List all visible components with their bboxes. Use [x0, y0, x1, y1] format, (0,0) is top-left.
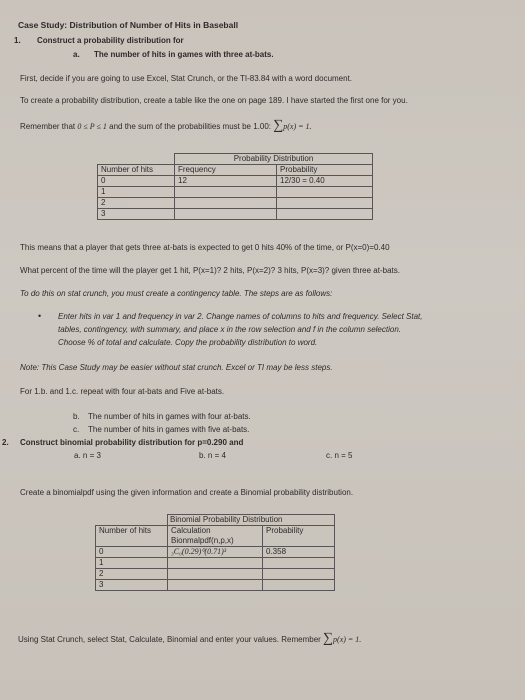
bp-col-calculation-function: Bionmalpdf(n,p,x) — [171, 536, 234, 545]
pd-col-number-of-hits: Number of hits — [98, 165, 175, 176]
bp-table-title: Binomial Probability Distribution — [168, 515, 335, 526]
q2-number: 2. — [2, 438, 9, 447]
pd-col-probability: Probability — [277, 165, 373, 176]
bp-col-calculation-label: Calculation — [171, 526, 211, 535]
table-row — [96, 569, 335, 580]
bp-cell-formula — [168, 580, 263, 591]
table-row — [96, 558, 335, 569]
q2a-item: a. n = 3 — [74, 451, 101, 460]
instruction-choose-tool: First, decide if you are going to use Excel, Stat Crunch, or the TI-83.84 with a word document. — [20, 74, 353, 83]
sigma-symbol: ∑ — [323, 631, 334, 646]
bp-col-number-of-hits: Number of hits — [96, 526, 168, 547]
pd-cell-frequency — [175, 209, 277, 220]
bp-col-probability: Probability — [263, 526, 335, 547]
table-row — [98, 198, 373, 209]
bp-cell-x: 2 — [96, 569, 168, 580]
probability-distribution-table — [97, 153, 373, 220]
table-row — [96, 580, 335, 591]
sigma-symbol: ∑ — [273, 118, 284, 133]
pd-table-title: Probability Distribution — [175, 154, 373, 165]
pd-col-frequency: Frequency — [175, 165, 277, 176]
table-row — [98, 187, 373, 198]
bp-cell-formula: ₃C₀(0.29)⁰(0.71)³ — [168, 547, 263, 558]
bp-cell-x: 1 — [96, 558, 168, 569]
binomial-probability-table — [95, 514, 335, 591]
q1c-text: The number of hits in games with five at-bats. — [88, 425, 250, 434]
q1a-text: The number of hits in games with three at-bats. — [94, 50, 274, 59]
bp-cell-x: 3 — [96, 580, 168, 591]
bp-cell-probability — [263, 580, 335, 591]
note-line: Note: This Case Study may be easier without stat crunch. Excel or TI may be less steps. — [20, 363, 333, 372]
pd-cell-frequency: 12 — [175, 176, 277, 187]
table-row — [98, 176, 373, 187]
q1b-label: b. — [73, 412, 80, 421]
pd-cell-probability — [277, 187, 373, 198]
pd-cell-x: 2 — [98, 198, 175, 209]
q1c-label: c. — [73, 425, 80, 434]
q2-heading: Construct binomial probability distribution for p=0.290 and — [20, 438, 244, 447]
repeat-instruction: For 1.b. and 1.c. repeat with four at-bats and Five at-bats. — [20, 387, 225, 396]
pd-cell-probability: 12/30 = 0.40 — [277, 176, 373, 187]
table-row — [98, 209, 373, 220]
pd-cell-frequency — [175, 198, 277, 209]
page-title: Case Study: Distribution of Number of Hits in Baseball — [18, 20, 239, 30]
bullet-marker: • — [38, 311, 42, 321]
probability-bounds: 0 ≤ P ≤ 1 — [77, 122, 107, 131]
q2b-item: b. n = 4 — [199, 451, 226, 460]
bp-cell-x: 0 — [96, 547, 168, 558]
footer-text: Using Stat Crunch, select Stat, Calculate, Binomial and enter your values. Remember — [18, 635, 321, 644]
bullet-step-line-2: tables, contingency, with summary, and place x in the row selection and f in the column selection. — [58, 325, 401, 334]
instruction-remember — [20, 117, 312, 135]
means-statement: This means that a player that gets three at-bats is expected to get 0 hits 40% of the time, or P(x=0)=0.40 — [20, 243, 390, 252]
q1b-text: The number of hits in games with four at-bats. — [88, 412, 251, 421]
create-binomialpdf-instruction: Create a binomialpdf using the given information and create a Binomial probability distribution. — [20, 488, 354, 497]
bp-cell-probability — [263, 558, 335, 569]
bp-cell-probability — [263, 569, 335, 580]
q1-number: 1. — [14, 36, 21, 45]
pd-cell-frequency — [175, 187, 277, 198]
pd-cell-x: 1 — [98, 187, 175, 198]
bp-cell-formula — [168, 558, 263, 569]
q2c-item: c. n = 5 — [326, 451, 353, 460]
stat-crunch-note: To do this on stat crunch, you must create a contingency table. The steps are as follows: — [20, 289, 333, 298]
what-percent-question: What percent of the time will the player get 1 hit, P(x=1)? 2 hits, P(x=2)? 3 hits, P(x=3)? given three at-bats. — [20, 266, 400, 275]
pd-cell-x: 3 — [98, 209, 175, 220]
instruction-create-table: To create a probability distribution, create a table like the one on page 189. I have started the first one for you. — [20, 96, 408, 105]
remember-prefix: Remember that — [20, 122, 76, 131]
footer-sum-formula: p(x) = 1. — [333, 635, 362, 644]
table-row — [96, 547, 335, 558]
sum-formula: p(x) = 1. — [283, 122, 312, 131]
remember-mid: and the sum of the probabilities must be 1.00: — [109, 122, 272, 131]
footer-instruction — [18, 630, 361, 648]
bullet-step-line-3: Choose % of total and calculate. Copy the probability distribution to word. — [58, 338, 318, 347]
pd-cell-x: 0 — [98, 176, 175, 187]
bullet-step-line-1: Enter hits in var 1 and frequency in var 2. Change names of columns to hits and frequency. Select Stat, — [58, 312, 423, 321]
q1-heading: Construct a probability distribution for — [37, 36, 184, 45]
pd-cell-probability — [277, 209, 373, 220]
q1a-label: a. — [73, 50, 80, 59]
bp-col-calculation — [168, 526, 263, 547]
bp-cell-formula — [168, 569, 263, 580]
pd-cell-probability — [277, 198, 373, 209]
bp-cell-probability: 0.358 — [263, 547, 335, 558]
